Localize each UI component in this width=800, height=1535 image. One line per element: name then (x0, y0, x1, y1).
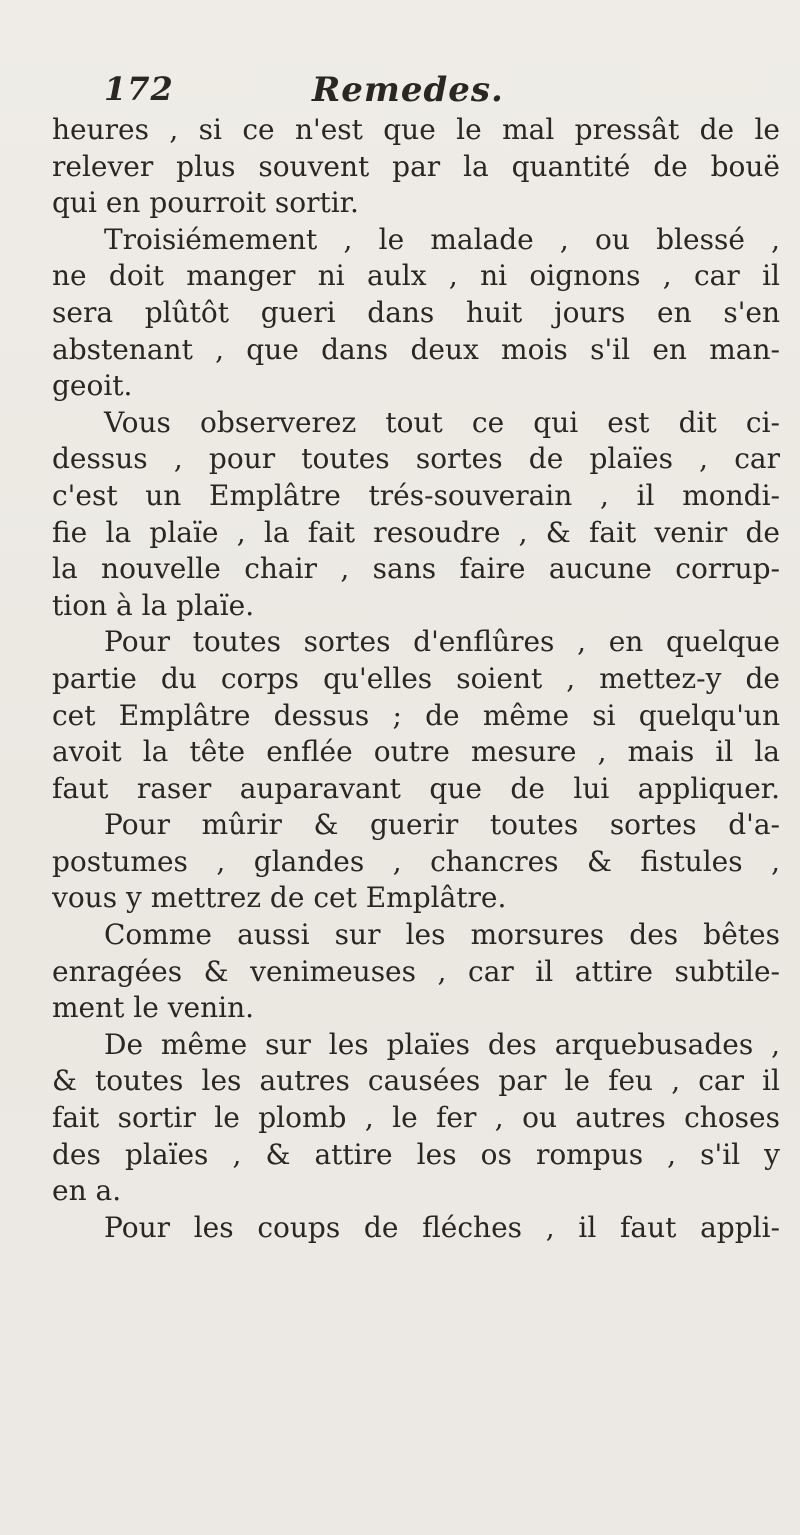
paragraph (52, 807, 780, 917)
text-line: tion à la plaïe. (52, 588, 255, 622)
paragraph (52, 112, 780, 222)
text-line: partie du corps qu'elles soient , mettez-y de (52, 661, 780, 695)
text-line: dessus , pour toutes sortes de plaïes , car (52, 442, 780, 476)
text-line: avoit la tête enflée outre mesure , mais il la (52, 735, 780, 769)
paragraph (52, 1027, 780, 1210)
paragraph (52, 222, 780, 405)
text-line: postumes , glandes , chancres & fistules , (52, 844, 780, 878)
text-line: fie la plaïe , la fait resoudre , & fait venir de (52, 515, 780, 549)
text-line: Pour les coups de fléches , il faut appli- (104, 1210, 780, 1244)
text-line: la nouvelle chair , sans faire aucune corrup- (52, 552, 780, 586)
text-line: cet Emplâtre dessus ; de même si quelqu'un (52, 698, 780, 732)
text-line: vous y mettrez de cet Emplâtre. (52, 881, 507, 915)
text-line: & toutes les autres causées par le feu , car il (52, 1064, 780, 1098)
text-line: De même sur les plaïes des arquebusades , (104, 1027, 780, 1061)
paragraph (52, 1210, 780, 1247)
text-line: Comme aussi sur les morsures des bêtes (104, 918, 780, 952)
text-line: Troisiémement , le malade , ou blessé , (104, 222, 780, 256)
page-number: 172 (104, 70, 174, 108)
text-line: ne doit manger ni aulx , ni oignons , car il (52, 259, 780, 293)
text-line: enragées & venimeuses , car il attire subtile- (52, 954, 780, 988)
text-line: qui en pourroit sortir. (52, 186, 359, 220)
page-header (104, 70, 704, 118)
text-line: en a. (52, 1174, 122, 1208)
body-text (52, 112, 780, 1246)
text-line: relever plus souvent par la quantité de bouë (52, 149, 780, 183)
text-line: fait sortir le plomb , le fer , ou autres choses (52, 1101, 780, 1135)
paragraph (52, 917, 780, 1027)
text-line: c'est un Emplâtre trés-souverain , il mondi- (52, 478, 780, 512)
running-head: Remedes. (312, 70, 504, 110)
paragraph (52, 624, 780, 807)
text-line: Vous observerez tout ce qui est dit ci- (104, 405, 780, 439)
text-line: Pour toutes sortes d'enflûres , en quelque (104, 625, 780, 659)
text-line: faut raser auparavant que de lui appliquer. (52, 771, 780, 805)
text-line: des plaïes , & attire les os rompus , s'il y (52, 1137, 780, 1171)
paragraph (52, 405, 780, 625)
text-line: sera plûtôt gueri dans huit jours en s'en (52, 295, 780, 329)
text-line: Pour mûrir & guerir toutes sortes d'a- (104, 808, 780, 842)
text-line: ment le venin. (52, 991, 255, 1025)
text-line: abstenant , que dans deux mois s'il en man- (52, 332, 780, 366)
text-line: geoit. (52, 369, 133, 403)
text-line: heures , si ce n'est que le mal pressât de le (52, 113, 780, 146)
